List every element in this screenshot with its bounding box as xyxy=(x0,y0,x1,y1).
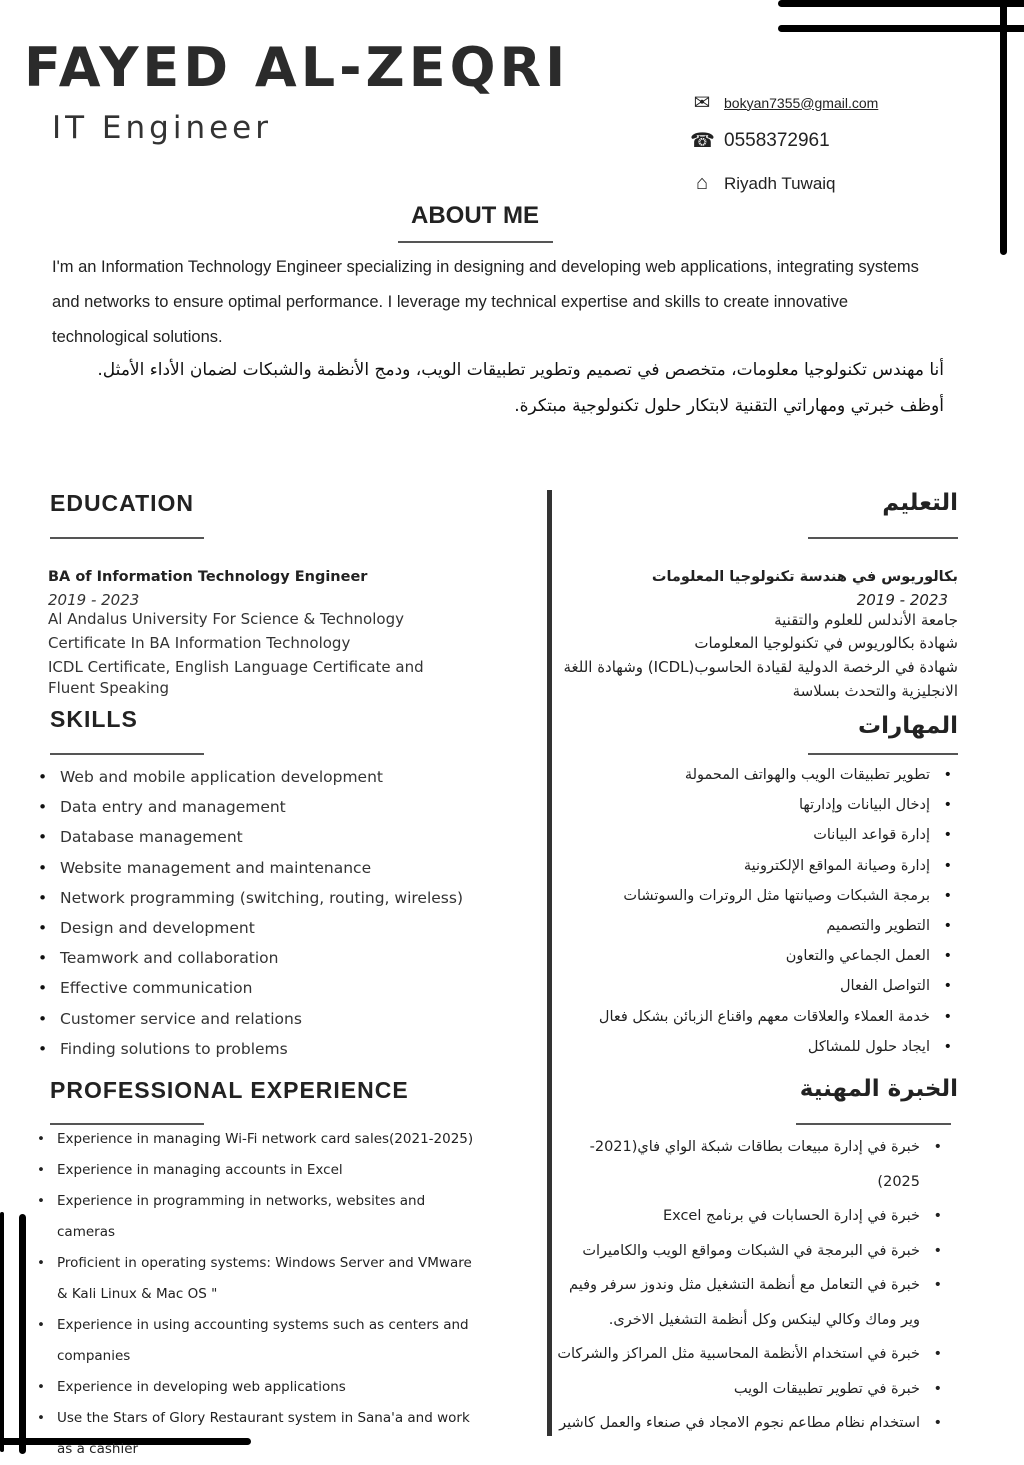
skill-item: • العمل الجماعي والتعاون xyxy=(518,941,958,971)
contact-email[interactable] xyxy=(690,90,878,115)
divider xyxy=(796,1123,951,1125)
degree: بكالوريوس في هندسة تكنولوجيا المعلومات xyxy=(651,569,958,585)
skill-item: • Customer service and relations xyxy=(48,1004,463,1034)
experience-item: • Use the Stars of Glory Restaurant system in Sana'a and work as a cashier xyxy=(37,1403,477,1465)
location-text: Riyadh Tuwaiq xyxy=(724,173,836,193)
skill-item: • برمجة الشبكات وصيانتها مثل الروترات والسوتشات xyxy=(518,881,958,911)
decor-line xyxy=(1000,0,1007,255)
house-icon: ⌂ xyxy=(695,172,709,194)
skill-item: • Effective communication xyxy=(48,973,463,1003)
divider xyxy=(50,537,204,539)
job-title: IT Engineer xyxy=(52,110,272,146)
skill-item: • ايجاد حلول للمشاكل xyxy=(518,1032,958,1062)
skills-list-ar xyxy=(518,760,958,1062)
skill-item: • التواصل الفعال xyxy=(518,971,958,1001)
education-heading: EDUCATION xyxy=(50,490,195,516)
experience-heading: PROFESSIONAL EXPERIENCE xyxy=(50,1077,409,1103)
about-text-en: I'm an Information Technology Engineer specializing in designing and developing web applications, integrating systems and networks to ensure optimal performance. I leverage my technical expertise and skills to create innovative technological solutions. xyxy=(52,258,919,346)
experience-item: • Experience in managing Wi-Fi network card sales(2021-2025) xyxy=(37,1124,477,1155)
skill-item: • Teamwork and collaboration xyxy=(48,943,463,973)
experience-item: • Experience in developing web applications xyxy=(37,1372,477,1403)
skill-item: • Data entry and management xyxy=(48,792,463,822)
phone-number: 0558372961 xyxy=(724,129,830,151)
skill-item: • إدارة قواعد البيانات xyxy=(518,820,958,850)
skill-item: • إدارة وصيانة المواقع الإلكترونية xyxy=(518,851,958,881)
skill-item: • إدخال البيانات وإدارتها xyxy=(518,790,958,820)
experience-list-ar xyxy=(556,1130,956,1441)
divider xyxy=(50,753,204,755)
divider xyxy=(808,753,958,755)
experience-list-en xyxy=(37,1124,477,1465)
university: Al Andalus University For Science & Technology xyxy=(48,610,404,628)
skill-item: • تطوير تطبيقات الويب والهواتف المحمولة xyxy=(518,760,958,790)
experience-item: • Experience in programming in networks, websites and cameras xyxy=(37,1186,477,1248)
experience-item: • Experience in using accounting systems such as centers and companies xyxy=(37,1310,477,1372)
divider xyxy=(808,537,958,539)
skill-item: • التطوير والتصميم xyxy=(518,911,958,941)
about-text-ar: أنا مهندس تكنولوجيا معلومات، متخصص في تصميم وتطوير تطبيقات الويب، ودمج الأنظمة والشبكات لضمان الأداء الأمثل. أوظف خبرتي ومهاراتي التقنية لابتكار حلول تكنولوجية مبتكرة. xyxy=(97,360,944,416)
skills-heading-ar: المهارات xyxy=(858,713,958,739)
decor-line xyxy=(778,25,1024,32)
envelope-icon: ✉ xyxy=(693,92,711,114)
experience-item: • خبرة في إدارة مبيعات بطاقات شبكة الواي فاي(2021-2025) xyxy=(556,1130,956,1199)
experience-item: • خبرة في البرمجة في الشبكات ومواقع الويب والكاميرات xyxy=(556,1234,956,1269)
person-name: FAYED AL-ZEQRI xyxy=(24,36,570,99)
skills-heading: SKILLS xyxy=(50,706,138,732)
education-heading-ar: التعليم xyxy=(882,490,958,516)
skill-item: • Network programming (switching, routing, wireless) xyxy=(48,883,463,913)
experience-item: • Proficient in operating systems: Windows Server and VMware & Kali Linux & Mac OS " xyxy=(37,1248,477,1310)
about-heading: ABOUT ME xyxy=(411,202,539,229)
skills-list-en xyxy=(48,762,463,1064)
experience-item: • خبرة في استخدام الأنظمة المحاسبية مثل المراكز والشركات xyxy=(556,1337,956,1372)
skill-item: • Finding solutions to problems xyxy=(48,1034,463,1064)
divider xyxy=(398,241,553,243)
decor-line xyxy=(778,0,1024,7)
skill-item: • Design and development xyxy=(48,913,463,943)
email-link[interactable]: bokyan7355@gmail.com xyxy=(724,94,879,111)
decor-line xyxy=(19,1214,26,1454)
certificate: ICDL Certificate, English Language Certificate and Fluent Speaking xyxy=(48,658,424,697)
contact-phone xyxy=(690,128,830,153)
contact-location xyxy=(690,172,836,195)
certificate: Certificate In BA Information Technology xyxy=(48,634,351,652)
skill-item: • Website management and maintenance xyxy=(48,853,463,883)
degree: BA of Information Technology Engineer xyxy=(48,569,368,585)
experience-item: • خبرة في التعامل مع أنظمة التشغيل مثل وندوز سرفر وفيم وير وماك وكالي لينكس وكل أنظمة التشغيل الاخرى. xyxy=(556,1268,956,1337)
phone-icon: ☎ xyxy=(690,130,715,152)
education-en xyxy=(48,566,448,699)
education-ar xyxy=(558,566,958,703)
experience-item: • Experience in managing accounts in Excel xyxy=(37,1155,477,1186)
certificate: شهادة في الرخصة الدولية لقيادة الحاسوب(ICDL) وشهادة اللغة الانجليزية والتحدث بسلاسة xyxy=(563,658,958,700)
date: 2019 - 2023 xyxy=(856,591,948,609)
experience-item: • خبرة في إدارة الحسابات في برنامج Excel xyxy=(556,1199,956,1234)
skill-item: • خدمة العملاء والعلاقات معهم واقناع الزبائن بشكل فعال xyxy=(518,1002,958,1032)
certificate: شهادة بكالوريوس في تكنولوجيا المعلومات xyxy=(694,634,958,652)
experience-item: • خبرة في تطوير تطبيقات الويب xyxy=(556,1372,956,1407)
skill-item: • Database management xyxy=(48,822,463,852)
experience-heading-ar: الخبرة المهنية xyxy=(799,1076,958,1102)
university: جامعة الأندلس للعلوم والتقنية xyxy=(774,611,958,629)
skill-item: • Web and mobile application development xyxy=(48,762,463,792)
experience-item: • استخدام نظام مطاعم نجوم الامجاد في صنعاء والعمل كاشير xyxy=(556,1406,956,1441)
decor-line xyxy=(0,1212,4,1452)
date: 2019 - 2023 xyxy=(48,591,140,609)
